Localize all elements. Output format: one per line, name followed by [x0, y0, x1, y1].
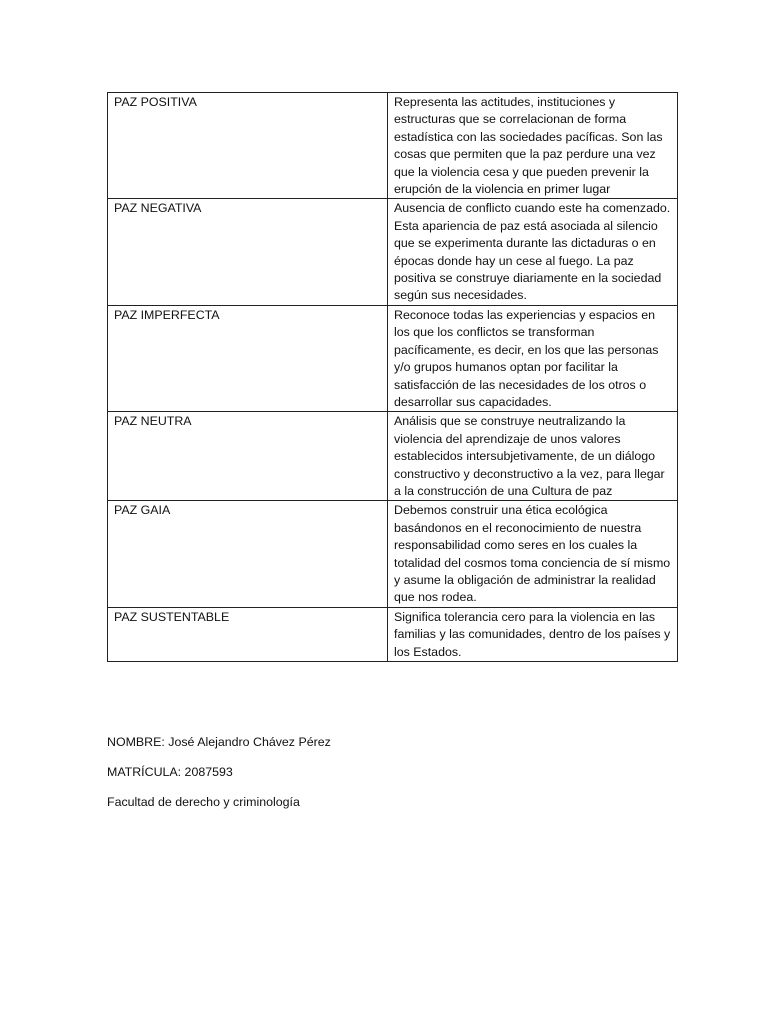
term-cell: PAZ SUSTENTABLE	[108, 607, 388, 661]
table-row	[108, 93, 678, 199]
term-cell: PAZ NEGATIVA	[108, 199, 388, 305]
term-cell: PAZ IMPERFECTA	[108, 305, 388, 411]
table-row	[108, 607, 678, 661]
description-cell: Análisis que se construye neutralizando la violencia del aprendizaje de unos valores establecidos intersubjetivamente, de un diálogo constructivo y deconstructivo a la vez, para llegar a la construcción de una Cultura de paz	[388, 412, 678, 501]
table-row	[108, 305, 678, 411]
peace-types-table	[107, 92, 678, 662]
table-row	[108, 412, 678, 501]
description-cell: Debemos construir una ética ecológica basándonos en el reconocimiento de nuestra responsabilidad como seres en los cuales la totalidad del cosmos toma conciencia de sí mismo y asume la obligación de administrar la realidad que nos rodea.	[388, 501, 678, 607]
description-cell: Ausencia de conflicto cuando este ha comenzado. Esta apariencia de paz está asociada al silencio que se experimenta durante las dictaduras o en épocas donde hay un cese al fuego. La paz positiva se construye diariamente en la sociedad según sus necesidades.	[388, 199, 678, 305]
term-cell: PAZ NEUTRA	[108, 412, 388, 501]
student-id: MATRÍCULA: 2087593	[107, 765, 233, 779]
student-info	[107, 734, 331, 824]
student-name: NOMBRE: José Alejandro Chávez Pérez	[107, 735, 331, 749]
description-cell: Representa las actitudes, instituciones y estructuras que se correlacionan de forma estadística con las sociedades pacíficas. Son las cosas que permiten que la paz perdure una vez que la violencia cesa y que pueden prevenir la erupción de la violencia en primer lugar	[388, 93, 678, 199]
term-cell: PAZ GAIA	[108, 501, 388, 607]
description-cell: Reconoce todas las experiencias y espacios en los que los conflictos se transforman pacíficamente, es decir, en los que las personas y/o grupos humanos optan por facilitar la satisfacción de las necesidades de los otros o desarrollar sus capacidades.	[388, 305, 678, 411]
table-row	[108, 199, 678, 305]
term-cell: PAZ POSITIVA	[108, 93, 388, 199]
table-row	[108, 501, 678, 607]
faculty-name: Facultad de derecho y criminología	[107, 795, 300, 809]
description-cell: Significa tolerancia cero para la violencia en las familias y las comunidades, dentro de los países y los Estados.	[388, 607, 678, 661]
